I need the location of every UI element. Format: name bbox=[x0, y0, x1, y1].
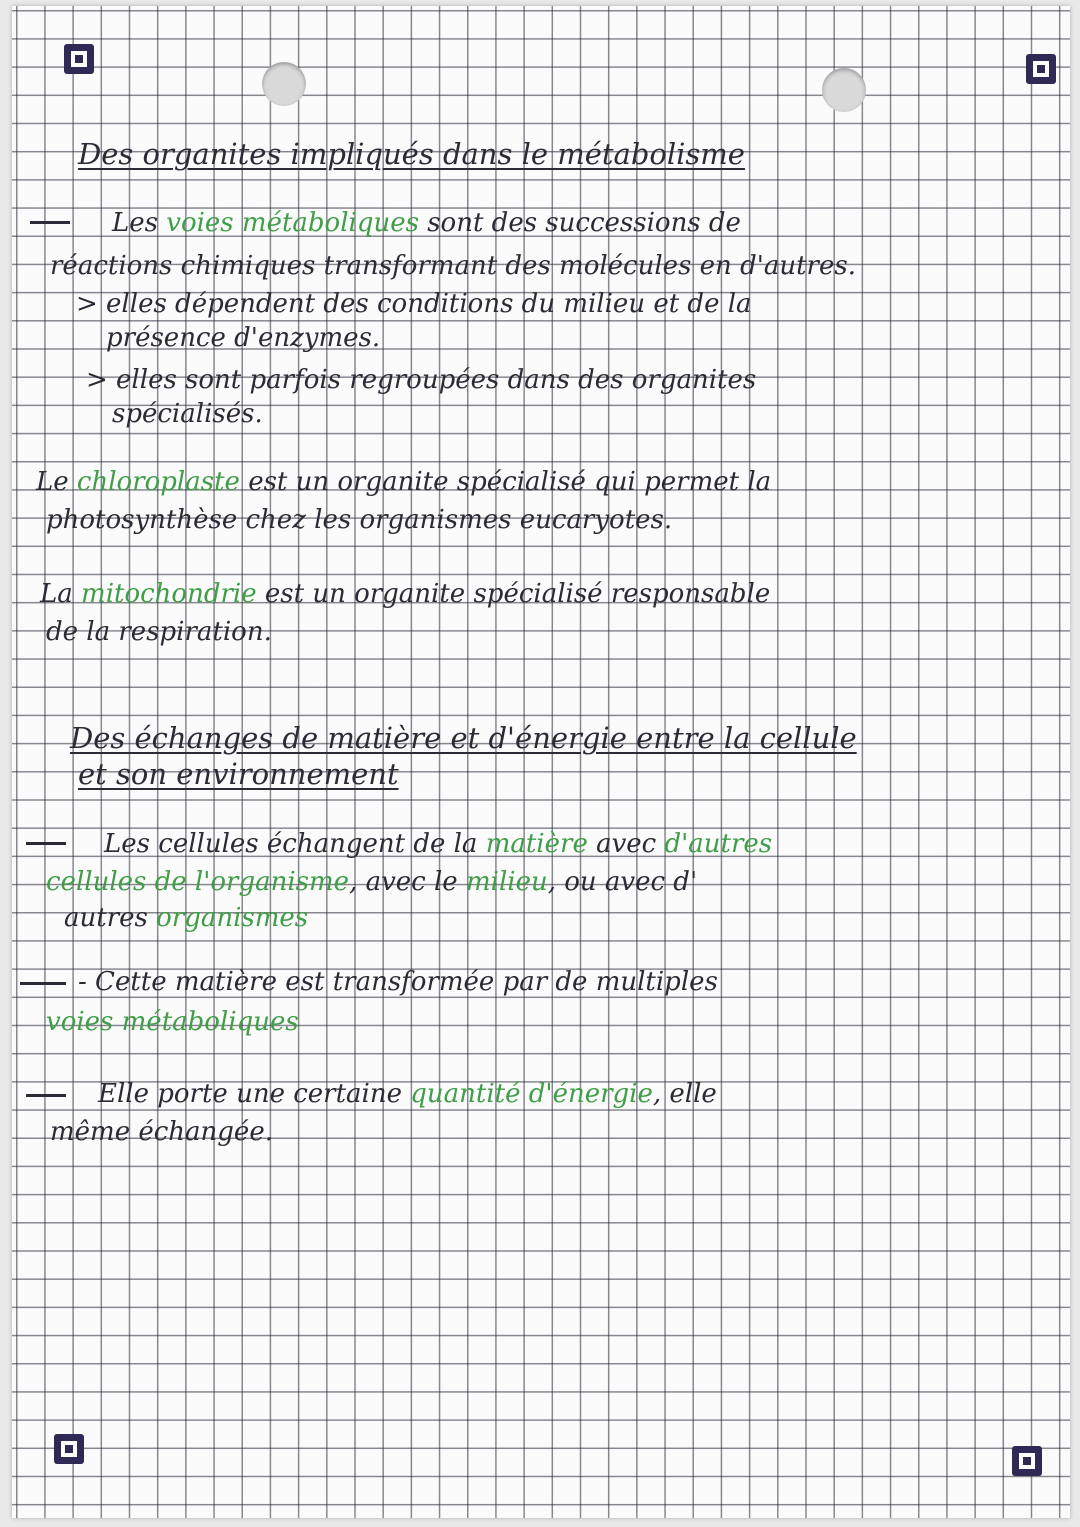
paragraph-line: cellules de l'organisme, avec le milieu, ou avec d' bbox=[46, 867, 698, 897]
notebook-page bbox=[12, 6, 1070, 1518]
bullet-line: présence d'enzymes. bbox=[106, 323, 381, 353]
paragraph-line: réactions chimiques transformant des molécules en d'autres. bbox=[50, 251, 856, 281]
paragraph-line: photosynthèse chez les organismes eucaryotes. bbox=[46, 505, 673, 535]
bullet-line: spécialisés. bbox=[112, 399, 263, 429]
punch-hole-left bbox=[262, 62, 306, 106]
corner-marker-icon bbox=[54, 1434, 84, 1464]
paragraph-line: même échangée. bbox=[50, 1117, 273, 1147]
paragraph-line: voies métaboliques bbox=[46, 1007, 299, 1037]
paragraph-line: Les cellules échangent de la matière avec d'autres bbox=[104, 829, 773, 859]
paragraph-dash bbox=[30, 221, 70, 224]
corner-marker-icon bbox=[64, 44, 94, 74]
section-title: Des échanges de matière et d'énergie entre la cellule bbox=[70, 721, 857, 755]
paragraph-line: Les voies métaboliques sont des successions de bbox=[112, 208, 741, 238]
paragraph-line: de la respiration. bbox=[46, 617, 272, 647]
paragraph-line: Elle porte une certaine quantité d'énergie, elle bbox=[98, 1079, 717, 1109]
paragraph-line: autres organismes bbox=[64, 903, 309, 933]
corner-marker-icon bbox=[1026, 54, 1056, 84]
punch-hole-right bbox=[822, 68, 866, 112]
paragraph-line: Le chloroplaste est un organite spécialisé qui permet la bbox=[36, 467, 772, 497]
paragraph-dash bbox=[20, 982, 66, 985]
paragraph-line: - Cette matière est transformée par de multiples bbox=[78, 967, 718, 997]
bullet-line: > elles sont parfois regroupées dans des organites bbox=[86, 365, 757, 395]
paragraph-dash bbox=[26, 842, 66, 845]
paragraph-line: La mitochondrie est un organite spécialisé responsable bbox=[40, 579, 771, 609]
bullet-line: > elles dépendent des conditions du milieu et de la bbox=[76, 289, 752, 319]
corner-marker-icon bbox=[1012, 1446, 1042, 1476]
section-title: et son environnement bbox=[78, 757, 399, 791]
section-title: Des organites impliqués dans le métabolisme bbox=[78, 137, 745, 171]
paragraph-dash bbox=[26, 1094, 66, 1097]
